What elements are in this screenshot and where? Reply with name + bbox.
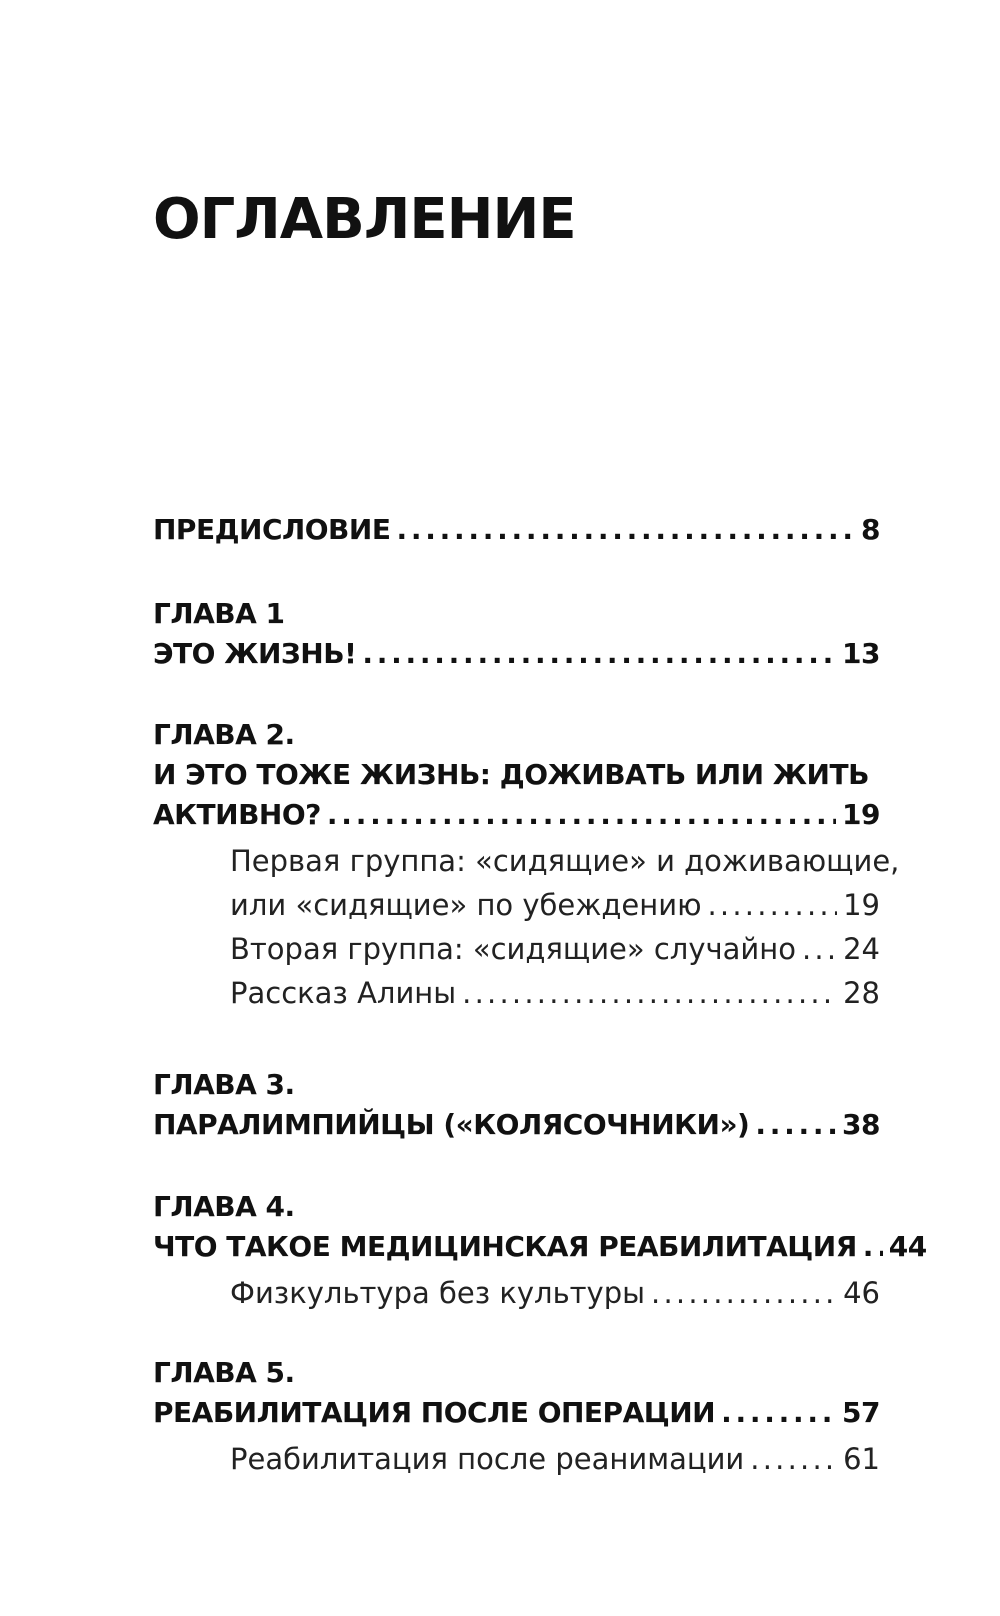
toc-page-number: 57: [842, 1396, 880, 1429]
toc-row-chapter-3[interactable]: [153, 1105, 880, 1145]
toc-subentry-second-group[interactable]: [230, 927, 880, 971]
toc-entry-chapter-3: [153, 1065, 880, 1145]
toc-subentry-title-line: Первая группа: «сидящие» и доживающие,: [230, 844, 900, 878]
toc-page-number: 44: [888, 1230, 927, 1263]
chapter-label: ГЛАВА 5.: [153, 1356, 295, 1389]
toc-entry-chapter-1: [153, 594, 880, 674]
toc-subentry-row: [230, 883, 880, 927]
toc-row-chapter-4[interactable]: [153, 1227, 927, 1267]
toc-page-number: 28: [843, 976, 880, 1010]
page-title: ОГЛАВЛЕНИЕ: [153, 187, 576, 252]
dot-leader: [708, 883, 838, 927]
toc-entry-title: РЕАБИЛИТАЦИЯ ПОСЛЕ ОПЕРАЦИИ: [153, 1396, 716, 1429]
toc-page-number: 8: [861, 513, 880, 546]
toc-entry-chapter-4: [153, 1187, 927, 1315]
toc-subentry-alina-story[interactable]: [230, 971, 880, 1015]
toc-row-chapter-2[interactable]: [153, 795, 880, 835]
dot-leader: [863, 1227, 883, 1267]
chapter-label: ГЛАВА 4.: [153, 1190, 295, 1223]
dot-leader: [750, 1437, 837, 1481]
toc-page-number: 19: [843, 888, 880, 922]
dot-leader: [462, 971, 837, 1015]
dot-leader: [327, 795, 836, 835]
toc-page-number: 24: [843, 932, 880, 966]
toc-entry-title: АКТИВНО?: [153, 798, 321, 831]
toc-subentry-rehab-after-icu[interactable]: [230, 1437, 880, 1481]
toc-subentry-title: Физкультура без культуры: [230, 1276, 646, 1310]
toc-entry-chapter-2: [153, 715, 900, 1015]
dot-leader: [362, 634, 836, 674]
chapter-label: ГЛАВА 2.: [153, 718, 295, 751]
dot-leader: [802, 927, 837, 971]
toc-row-chapter-5[interactable]: [153, 1393, 880, 1433]
chapter-label: ГЛАВА 1: [153, 597, 285, 630]
toc-subentry-physical-culture[interactable]: [230, 1271, 880, 1315]
toc-row-preface[interactable]: [153, 510, 880, 550]
dot-leader: [651, 1271, 837, 1315]
toc-page-number: 46: [843, 1276, 880, 1310]
table-of-contents: [153, 510, 927, 1533]
toc-subentry-title: Вторая группа: «сидящие» случайно: [230, 932, 796, 966]
chapter-title-line: И ЭТО ТОЖЕ ЖИЗНЬ: ДОЖИВАТЬ ИЛИ ЖИТЬ: [153, 758, 869, 791]
dot-leader: [721, 1393, 836, 1433]
dot-leader: [396, 510, 855, 550]
toc-subentry-title: Рассказ Алины: [230, 976, 457, 1010]
toc-entry-preface: [153, 510, 880, 550]
toc-entry-title: ЭТО ЖИЗНЬ!: [153, 637, 357, 670]
toc-page-number: 61: [843, 1442, 880, 1476]
toc-subentry-title-line: или «сидящие» по убеждению: [230, 888, 702, 922]
chapter-label: ГЛАВА 3.: [153, 1068, 295, 1101]
toc-page-number: 13: [842, 637, 880, 670]
toc-entry-title: ЧТО ТАКОЕ МЕДИЦИНСКАЯ РЕАБИЛИТАЦИЯ: [153, 1230, 857, 1263]
toc-row-chapter-1[interactable]: [153, 634, 880, 674]
toc-page-number: 19: [842, 798, 880, 831]
toc-entry-title: ПАРАЛИМПИЙЦЫ («КОЛЯСОЧНИКИ»): [153, 1108, 750, 1141]
toc-entry-title: ПРЕДИСЛОВИЕ: [153, 513, 391, 546]
toc-subentry-first-group[interactable]: [230, 839, 900, 927]
dot-leader: [755, 1105, 836, 1145]
toc-page-number: 38: [842, 1108, 880, 1141]
toc-subentry-title: Реабилитация после реанимации: [230, 1442, 745, 1476]
toc-entry-chapter-5: [153, 1353, 880, 1481]
